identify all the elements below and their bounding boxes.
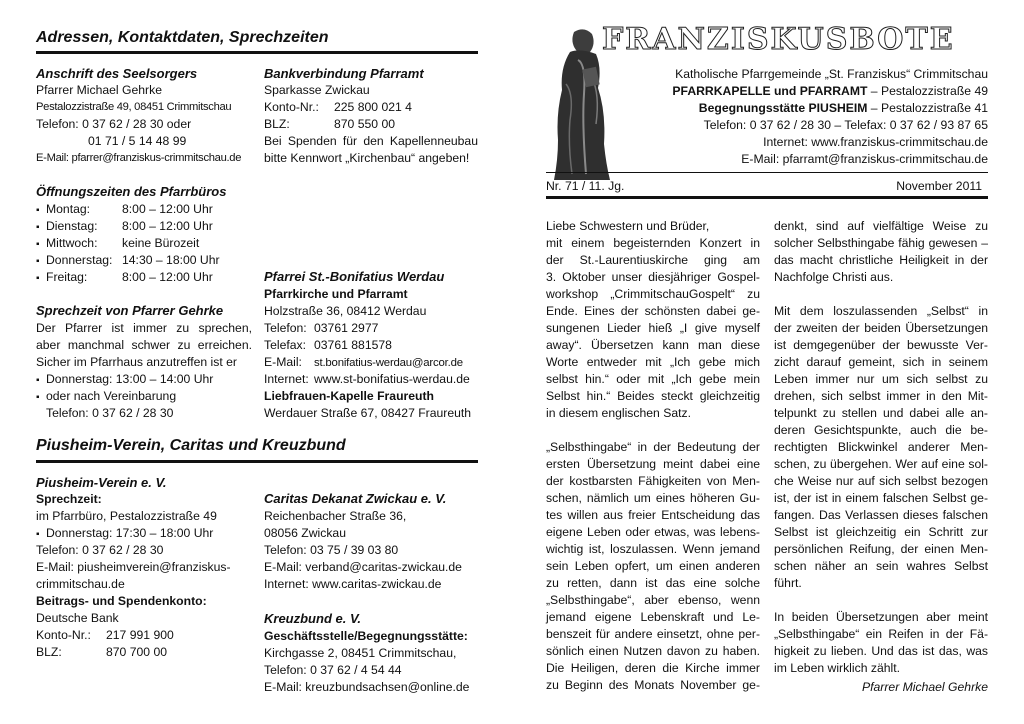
kreuzbund-mail[interactable]: E-Mail: kreuzbundsachsen@online.de bbox=[264, 680, 470, 694]
bonifatius-mail-label: E-Mail: bbox=[264, 355, 302, 369]
article-signature: Pfarrer Michael Gehrke bbox=[862, 680, 988, 694]
article-line: 3. Oktober unser diesjähriger Gospel- bbox=[546, 270, 760, 284]
caritas-tel: Telefon: 03 75 / 39 03 80 bbox=[264, 543, 399, 557]
article-line: workshop „CrimmitschauGospelt“ zu bbox=[546, 287, 760, 301]
bonifatius-web[interactable]: www.st-bonifatius-werdau.de bbox=[314, 372, 470, 386]
article-line: der kostbarsten Fähigkeiten von Men- bbox=[546, 474, 760, 488]
bank-blz-label: BLZ: bbox=[264, 117, 290, 131]
article-line: deren Gesichtspunkte, auch die be- bbox=[774, 423, 988, 437]
sprechzeit-phone: Telefon: 0 37 62 / 28 30 bbox=[46, 406, 174, 420]
bonifatius-fax: 03761 881578 bbox=[314, 338, 392, 352]
article-line: Nachfolge Christi aus. bbox=[774, 270, 894, 284]
sprechzeit-line: Sicher im Pfarrhaus anzutreffen ist er bbox=[36, 355, 237, 369]
seelsorger-line: Pestalozzistraße 49, 08451 Crimmitschau bbox=[36, 101, 232, 113]
article-column-2 bbox=[774, 218, 988, 677]
oeffnung-list bbox=[36, 201, 256, 286]
article-line: away“. Übersetzen kann man diese bbox=[546, 338, 760, 352]
piusheim-blz: 870 700 00 bbox=[106, 645, 167, 659]
article-line: der zweiten der beiden Übersetzungen bbox=[774, 321, 988, 335]
piusheim-mail-cont[interactable]: crimmitschau.de bbox=[36, 577, 125, 591]
piusheim-mail[interactable]: E-Mail: piusheimverein@franziskus- bbox=[36, 560, 231, 574]
article-line: Selbst ist gleichzeitig ein Schritt zur bbox=[774, 525, 988, 539]
section-rule bbox=[36, 51, 478, 54]
article-line: wichtig ist, loszulassen. Wenn jemand bbox=[546, 542, 760, 556]
article-line: ist, der ist in einem falschen Selbst ge- bbox=[774, 491, 988, 505]
seelsorger-line: Pfarrer Michael Gehrke bbox=[36, 83, 162, 97]
bonifatius-mail[interactable]: st.bonifatius-werdau@arcor.de bbox=[314, 357, 463, 369]
piusheim-bank: Deutsche Bank bbox=[36, 611, 119, 625]
article-line: mit einem begeisternden Konzert in bbox=[546, 236, 760, 250]
article-line bbox=[774, 592, 988, 609]
article-line: Worte entweder mit „Ich gebe mich bbox=[546, 355, 760, 369]
piusheim-konto-title: Beitrags- und Spendenkonto: bbox=[36, 594, 207, 608]
article-line: Die Heiligen, deren die Kirche immer bbox=[546, 661, 760, 675]
article-line: eigene Leben oder etwas, was lebens- bbox=[546, 525, 760, 539]
parish-name: Katholische Pfarrgemeinde „St. Franziskus“ Crimmitschau bbox=[675, 67, 988, 81]
bonifatius-web-label: Internet: bbox=[264, 372, 309, 386]
bank-blz: 870 550 00 bbox=[334, 117, 395, 131]
bonifatius-kapelle: Liebfrauen-Kapelle Fraureuth bbox=[264, 389, 434, 403]
kreuzbund-block bbox=[264, 628, 478, 696]
article-line: das macht christliche Heiligkeit in der bbox=[774, 253, 988, 267]
article-column-1 bbox=[546, 218, 760, 694]
article-line: schen, nämlich um eines höheren Gu- bbox=[546, 491, 760, 505]
parish-web[interactable]: Internet: www.franziskus-crimmitschau.de bbox=[763, 135, 988, 149]
article-line: schen, zu übergehen. Wer auf eine sol- bbox=[774, 457, 988, 471]
piusheim-line: im Pfarrbüro, Pestalozzistraße 49 bbox=[36, 509, 217, 523]
oeffnung-day: Dienstag: bbox=[46, 219, 98, 233]
article-line: benszeit für andere einsetzt, ohne per- bbox=[546, 627, 760, 641]
oeffnung-day: Freitag: bbox=[46, 270, 88, 284]
article-line: drehen, sich selbst immer in den Mit- bbox=[774, 389, 988, 403]
article-line: im Leben wirklich zählt. bbox=[774, 661, 900, 675]
section-title-piusheim: Piusheim-Verein, Caritas und Kreuzbund bbox=[36, 437, 346, 454]
article-line: solcher Selbsthingabe fähig gewesen – bbox=[774, 236, 988, 250]
piusheim-sprechzeit: Sprechzeit: bbox=[36, 492, 102, 506]
caritas-web[interactable]: Internet: www.caritas-zwickau.de bbox=[264, 577, 442, 591]
piusheim-konto: 217 991 900 bbox=[106, 628, 174, 642]
bank-title: Bankverbindung Pfarramt bbox=[264, 66, 424, 81]
issue-month: November 2011 bbox=[896, 179, 982, 193]
oeffnung-time: 14:30 – 18:00 Uhr bbox=[122, 253, 220, 267]
article-line: jemand eigene Lebenskraft und Le- bbox=[546, 610, 760, 624]
issue-rule-bottom bbox=[546, 196, 988, 199]
article-line: „Selbsthingabe“ ein Reifen in der Fä- bbox=[774, 627, 988, 641]
seelsorger-line: Telefon: 0 37 62 / 28 30 oder bbox=[36, 117, 192, 131]
caritas-line: 08056 Zwickau bbox=[264, 526, 346, 540]
seelsorger-email[interactable]: E-Mail: pfarrer@franziskus-crimmitschau.de bbox=[36, 152, 242, 164]
bank-note: Bei Spenden für den Kapellenneubau bbox=[264, 134, 478, 148]
article-line: „Selbsthingabe“ in der Bedeutung der bbox=[546, 440, 760, 454]
oeffnung-time: 8:00 – 12:00 Uhr bbox=[122, 270, 213, 284]
sprechzeit-line: aber manchmal schwer zu erreichen. bbox=[36, 338, 252, 352]
seelsorger-line: 01 71 / 5 14 48 99 bbox=[88, 134, 187, 148]
seelsorger-block bbox=[36, 82, 256, 167]
section-rule bbox=[36, 460, 478, 463]
caritas-mail[interactable]: E-Mail: verband@caritas-zwickau.de bbox=[264, 560, 462, 574]
bonifatius-addr: Holzstraße 36, 08412 Werdau bbox=[264, 304, 427, 318]
article-line: Mit dem loszulassenden „Selbst“ in bbox=[774, 304, 988, 318]
article-line: Selbst hin.“ Beides steckt gleichzeitig bbox=[546, 389, 760, 403]
oeffnung-day: Montag: bbox=[46, 202, 91, 216]
sprechzeit-bullet: ▪ Donnerstag: 13:00 – 14:00 Uhr bbox=[36, 371, 252, 388]
article-line: selbst hin.“ oder mit „Ich gebe mein bbox=[546, 372, 760, 386]
article-line: persönlichen Reifung, der einen Men- bbox=[774, 542, 988, 556]
article-line: sönlich einen Nutzen davon zu haben. bbox=[546, 644, 760, 658]
piusheim-tel: Telefon: 0 37 62 / 28 30 bbox=[36, 543, 164, 557]
article-line: denkt, sind auf vielfältige Weise zu bbox=[774, 219, 988, 233]
bonifatius-title: Pfarrei St.-Bonifatius Werdau bbox=[264, 269, 445, 284]
sprechzeit-title: Sprechzeit von Pfarrer Gehrke bbox=[36, 303, 224, 318]
pfarrkapelle-label: PFARRKAPELLE und PFARRAMT bbox=[672, 84, 868, 98]
article-line: in diesem englischen Satz. bbox=[546, 406, 691, 420]
caritas-title: Caritas Dekanat Zwickau e. V. bbox=[264, 491, 447, 506]
bonifatius-kapelle-addr: Werdauer Straße 67, 08427 Fraureuth bbox=[264, 406, 472, 420]
article-line: schen näher an sein wahres Selbst bbox=[774, 559, 988, 573]
seelsorger-title: Anschrift des Seelsorgers bbox=[36, 66, 198, 81]
piusheim-block bbox=[36, 491, 256, 661]
oeffnung-time: keine Bürozeit bbox=[122, 236, 200, 250]
kreuzbund-title: Kreuzbund e. V. bbox=[264, 611, 362, 626]
bonifatius-tel-label: Telefon: bbox=[264, 321, 307, 335]
article-line: In beiden Übersetzungen aber meint bbox=[774, 610, 988, 624]
article-line: sungenen Lieder hieß „I give myself bbox=[546, 321, 760, 335]
article-line: der St.-Laurentiuskirche ging am bbox=[546, 253, 760, 267]
article-line bbox=[546, 422, 760, 439]
article-line: zu retten, dann ist das eine solche bbox=[546, 576, 760, 590]
section-title-addresses: Adressen, Kontaktdaten, Sprechzeiten bbox=[36, 29, 329, 46]
article-line: zu Beginn des Monats November ge- bbox=[546, 678, 760, 692]
kreuzbund-sub: Geschäftsstelle/Begegnungsstätte: bbox=[264, 629, 468, 643]
article-line: sein Leben opfert, um einen anderen bbox=[546, 559, 760, 573]
article-line: che Weise nur auf sich selbst bezogen bbox=[774, 474, 988, 488]
kreuzbund-tel: Telefon: 0 37 62 / 4 54 44 bbox=[264, 663, 402, 677]
article-line: ersten Übersetzung meint dabei eine bbox=[546, 457, 760, 471]
oeffnung-title: Öffnungszeiten des Pfarrbüros bbox=[36, 184, 227, 199]
article-line: zicht darauf gemeint, sich in seinem bbox=[774, 355, 988, 369]
bank-konto-label: Konto-Nr.: bbox=[264, 100, 319, 114]
oeffnung-day: Mittwoch: bbox=[46, 236, 98, 250]
parish-phone: Telefon: 0 37 62 / 28 30 – Telefax: 0 37 62 / 93 87 65 bbox=[703, 118, 988, 132]
caritas-block bbox=[264, 508, 478, 593]
oeffnung-time: 8:00 – 12:00 Uhr bbox=[122, 219, 213, 233]
article-line: Liebe Schwestern und Brüder, bbox=[546, 219, 710, 233]
article-line: tes willen aus freier Entscheidung das bbox=[546, 508, 760, 522]
article-line bbox=[774, 286, 988, 303]
article-line: Ende. Eines der schönsten dabei ge- bbox=[546, 304, 760, 318]
article-line: fangen. Das Verlassen dieses falschen bbox=[774, 508, 988, 522]
oeffnung-day: Donnerstag: bbox=[46, 253, 113, 267]
oeffnung-time: 8:00 – 12:00 Uhr bbox=[122, 202, 213, 216]
masthead-info bbox=[620, 66, 988, 168]
piusheim-label: Begegnungsstätte PIUSHEIM bbox=[698, 101, 868, 115]
article-line: führt. bbox=[774, 576, 802, 590]
bank-block bbox=[264, 82, 478, 167]
bonifatius-sub: Pfarrkirche und Pfarramt bbox=[264, 287, 408, 301]
issue-rule-top bbox=[546, 172, 988, 173]
bank-note: bitte Kennwort „Kirchenbau“ angeben! bbox=[264, 151, 470, 165]
pfarrkapelle-address: – Pestalozzistraße 49 bbox=[867, 84, 988, 98]
sprechzeit-bullet: ▪ oder nach Vereinbarung bbox=[36, 388, 252, 405]
article-line: higkeit zu lieben. Und das ist das, was bbox=[774, 644, 988, 658]
piusheim-address: – Pestalozzistraße 41 bbox=[867, 101, 988, 115]
article-line: rechtigten Blickwinkel anderer Men- bbox=[774, 440, 988, 454]
parish-email[interactable]: E-Mail: pfarramt@franziskus-crimmitschau.de bbox=[741, 152, 988, 166]
piusheim-blz-label: BLZ: bbox=[36, 645, 62, 659]
sprechzeit-line: Der Pfarrer ist immer zu sprechen, bbox=[36, 321, 252, 335]
article-line: „Selbsthingabe“, aber ebenso, wenn bbox=[546, 593, 760, 607]
bonifatius-block bbox=[264, 286, 478, 422]
bank-name: Sparkasse Zwickau bbox=[264, 83, 370, 97]
masthead-title: FRANZISKUSBOTE bbox=[602, 22, 955, 57]
article-line: Leben immer nur um sich selbst zu bbox=[774, 372, 988, 386]
kreuzbund-line: Kirchgasse 2, 08451 Crimmitschau, bbox=[264, 646, 457, 660]
sprechzeit-block bbox=[36, 320, 252, 422]
piusheim-konto-label: Konto-Nr.: bbox=[36, 628, 91, 642]
caritas-line: Reichenbacher Straße 36, bbox=[264, 509, 407, 523]
bank-konto: 225 800 021 4 bbox=[334, 100, 412, 114]
bonifatius-fax-label: Telefax: bbox=[264, 338, 307, 352]
piusheim-bullet: ▪ Donnerstag: 17:30 – 18:00 Uhr bbox=[36, 525, 256, 542]
issue-number: Nr. 71 / 11. Jg. bbox=[546, 179, 625, 193]
article-line: telpunkt zu stellen und dabei alle an- bbox=[774, 406, 988, 420]
piusheim-title: Piusheim-Verein e. V. bbox=[36, 475, 167, 490]
article-line: ist demgegenüber der bewusste Ver- bbox=[774, 338, 988, 352]
bonifatius-tel: 03761 2977 bbox=[314, 321, 379, 335]
